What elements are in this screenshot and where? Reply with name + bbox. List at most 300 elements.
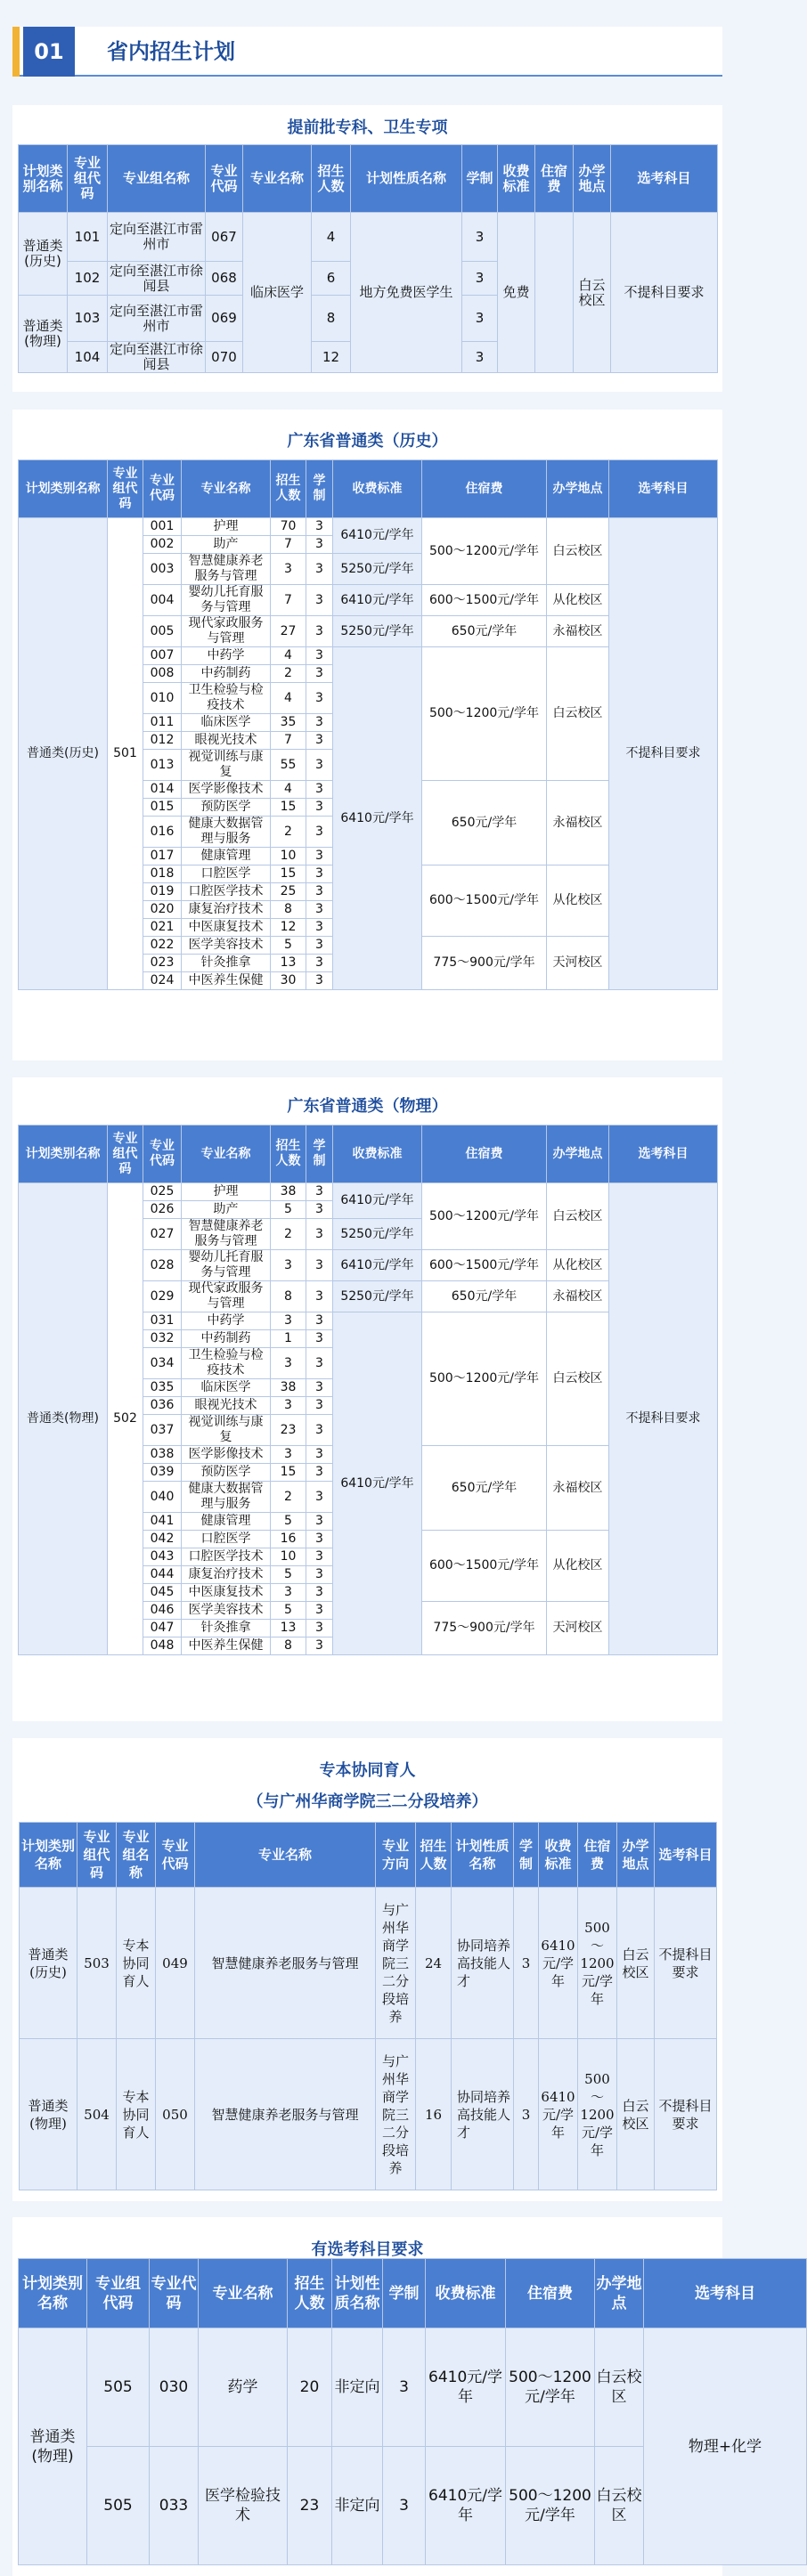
column-header: 专业名称: [182, 460, 271, 518]
column-header: 选考科目: [655, 1823, 717, 1888]
table-cell: 5: [271, 1602, 306, 1620]
table-cell: 婴幼儿托育服务与管理: [182, 1250, 271, 1281]
table-cell: 智慧健康养老服务与管理: [195, 2039, 376, 2190]
table-cell: 3: [306, 1584, 333, 1602]
place-cell: 从化校区: [547, 1531, 609, 1602]
table-cell: 050: [156, 2039, 195, 2190]
table-cell: 021: [143, 919, 182, 937]
table-cell: 007: [143, 647, 182, 665]
dorm-cell: 650元/学年: [422, 1446, 547, 1531]
table-cell: 104: [68, 342, 108, 373]
table-cell: 068: [206, 262, 243, 296]
table-cell: 4: [312, 213, 351, 262]
column-header: 招生人数: [312, 145, 351, 213]
column-header: 收费标准: [333, 460, 422, 518]
table-cell: 非定向: [332, 2328, 383, 2447]
table-cell: 030: [150, 2328, 199, 2447]
table-cell: 3: [306, 848, 333, 865]
requirement-cell: 不提科目要求: [609, 518, 718, 990]
table-cell: 15: [271, 799, 306, 817]
table-cell: 24: [416, 1888, 452, 2039]
section-header: [12, 27, 722, 77]
table-cell: 预防医学: [182, 1464, 271, 1482]
table-cell: 口腔医学技术: [182, 883, 271, 901]
table-cell: 7: [271, 732, 306, 750]
column-header: 住宿费: [578, 1823, 617, 1888]
table-cell: 027: [143, 1219, 182, 1250]
dorm-cell: 500～1200元/学年: [422, 647, 547, 781]
table-cooperation: [19, 1822, 717, 2190]
column-header: 计划类别名称: [19, 460, 108, 518]
column-header: 招生人数: [271, 460, 306, 518]
table-cell: 026: [143, 1201, 182, 1219]
table-cell: 医学影像技术: [182, 781, 271, 799]
table-cell: 008: [143, 665, 182, 683]
table-cell: 8: [271, 901, 306, 919]
table-cell: 505: [87, 2328, 150, 2447]
table-cell: 8: [271, 1637, 306, 1655]
category-cell: 普通类(物理): [19, 1183, 108, 1655]
dorm-cell: 500～1200元/学年: [422, 1312, 547, 1446]
table-cell: 002: [143, 536, 182, 554]
table-cell: 015: [143, 799, 182, 817]
column-header: 计划性质名称: [351, 145, 462, 213]
card-subject-req: [12, 2217, 762, 2576]
table-cell: 8: [312, 296, 351, 342]
column-header: 计划性质名称: [452, 1823, 514, 1888]
column-header: 专业名称: [182, 1125, 271, 1183]
table-cell: 500～1200元/学年: [578, 2039, 617, 2190]
table-cell: 3: [271, 1312, 306, 1330]
table-cell: 3: [306, 1548, 333, 1566]
table-physics: [18, 1125, 718, 1655]
table-cell: 3: [306, 865, 333, 883]
column-header: 办学地点: [617, 1823, 655, 1888]
dorm-cell: 500～1200元/学年: [422, 1183, 547, 1250]
table-cell: 医学检验技术: [199, 2447, 288, 2565]
column-header: 计划类别名称: [19, 1125, 108, 1183]
table-cell: 500～1200元/学年: [578, 1888, 617, 2039]
table-cell: 4: [271, 683, 306, 714]
table-cell: 3: [306, 1250, 333, 1281]
table-cell: 048: [143, 1637, 182, 1655]
table-cell: 3: [514, 2039, 539, 2190]
table-cell: 地方免费医学生: [351, 213, 462, 373]
table-cell: 普通类(历史): [20, 1888, 77, 2039]
dorm-cell: 650元/学年: [422, 781, 547, 865]
place-cell: 从化校区: [547, 1250, 609, 1281]
table-cell: 500～1200元/学年: [506, 2328, 595, 2447]
place-cell: 永福校区: [547, 616, 609, 647]
table-title: 专本协同育人: [319, 1761, 416, 1780]
table-cell: 6: [312, 262, 351, 296]
table-cell: 067: [206, 213, 243, 262]
column-header: 专业代码: [206, 145, 243, 213]
table-cell: 025: [143, 1183, 182, 1201]
table-cell: 医学影像技术: [182, 1446, 271, 1464]
table-cell: 3: [306, 714, 333, 732]
table-subtitle: （与广州华商学院三二分段培养）: [247, 1792, 488, 1811]
table-cell: 035: [143, 1379, 182, 1397]
table-cell: 7: [271, 585, 306, 616]
table-cell: 视觉训练与康复: [182, 750, 271, 781]
table-cell: 3: [306, 1183, 333, 1201]
table-cell: 3: [306, 683, 333, 714]
table-cell: 3: [306, 972, 333, 990]
table-cell: 16: [416, 2039, 452, 2190]
table-early-batch: [18, 144, 718, 373]
table-cell: 专本协同育人: [117, 2039, 156, 2190]
place-cell: 白云校区: [547, 1183, 609, 1250]
header-row: [20, 1823, 717, 1888]
table-cell: 500～1200元/学年: [506, 2447, 595, 2565]
group-code-cell: 501: [108, 518, 143, 990]
table-cell: 定向至湛江市徐闻县: [108, 262, 206, 296]
table-cell: 现代家政服务与管理: [182, 1281, 271, 1312]
table-cell: 5: [271, 1566, 306, 1584]
table-cell: 与广州华商学院三二分段培养: [376, 1888, 416, 2039]
column-header: 招生人数: [416, 1823, 452, 1888]
table-cell: 协同培养高技能人才: [452, 2039, 514, 2190]
table-cell: 15: [271, 1464, 306, 1482]
table-title: 提前批专科、卫生专项: [287, 118, 448, 137]
table-cell: 037: [143, 1415, 182, 1446]
table-cell: 视觉训练与康复: [182, 1415, 271, 1446]
dorm-cell: 500～1200元/学年: [422, 518, 547, 585]
table-cell: 药学: [199, 2328, 288, 2447]
table-cell: 031: [143, 1312, 182, 1330]
table-cell: 3: [306, 518, 333, 536]
section-title: 省内招生计划: [107, 39, 235, 64]
table-cell: 38: [271, 1379, 306, 1397]
table-cell: 非定向: [332, 2447, 383, 2565]
table-cell: 12: [312, 342, 351, 373]
table-cell: 3: [383, 2328, 426, 2447]
table-cell: 护理: [182, 1183, 271, 1201]
table-cell: 011: [143, 714, 182, 732]
table-cell: 4: [271, 781, 306, 799]
table-cell: 智慧健康养老服务与管理: [195, 1888, 376, 2039]
table-cell: 婴幼儿托育服务与管理: [182, 585, 271, 616]
table-cell: 3: [306, 1397, 333, 1415]
table-cell: 20: [288, 2328, 332, 2447]
table-cell: 免费: [498, 213, 535, 373]
table-row: [19, 2328, 807, 2447]
header-row: [19, 145, 718, 213]
card-cooperation: [12, 1738, 722, 2201]
column-header: 招生人数: [288, 2259, 332, 2328]
column-header: 学制: [383, 2259, 426, 2328]
column-header: 住宿费: [535, 145, 574, 213]
table-cell: 7: [271, 536, 306, 554]
dorm-cell: 775～900元/学年: [422, 1602, 547, 1655]
table-cell: 智慧健康养老服务与管理: [182, 554, 271, 585]
table-title: 广东省普通类（历史）: [287, 432, 448, 451]
column-header: 学制: [514, 1823, 539, 1888]
requirement-cell: 物理+化学: [644, 2328, 807, 2565]
table-cell: 定向至湛江市徐闻县: [108, 342, 206, 373]
accent-bar: [12, 27, 20, 77]
column-header: 选考科目: [609, 460, 718, 518]
table-cell: 6410元/学年: [426, 2328, 506, 2447]
table-cell: 13: [271, 1620, 306, 1637]
table-cell: 032: [143, 1330, 182, 1348]
table-cell: 044: [143, 1566, 182, 1584]
table-cell: 口腔医学: [182, 865, 271, 883]
table-cell: 3: [306, 1531, 333, 1548]
column-header: 住宿费: [506, 2259, 595, 2328]
table-cell: 健康管理: [182, 848, 271, 865]
fee-cell: 6410元/学年: [333, 647, 422, 990]
column-header: 专业组代码: [87, 2259, 150, 2328]
category-cell: 普通类(物理): [19, 296, 68, 373]
table-cell: 专本协同育人: [117, 1888, 156, 2039]
table-cell: 3: [462, 342, 498, 373]
table-cell: 3: [306, 1446, 333, 1464]
table-cell: 临床医学: [182, 1379, 271, 1397]
table-cell: 505: [87, 2447, 150, 2565]
table-cell: 103: [68, 296, 108, 342]
table-cell: 3: [306, 1464, 333, 1482]
table-cell: 预防医学: [182, 799, 271, 817]
table-cell: 30: [271, 972, 306, 990]
column-header: 办学地点: [574, 145, 611, 213]
table-cell: 041: [143, 1513, 182, 1531]
table-cell: 康复治疗技术: [182, 901, 271, 919]
column-header: 专业组代码: [108, 460, 143, 518]
column-header: 专业组代码: [108, 1125, 143, 1183]
table-cell: 004: [143, 585, 182, 616]
table-cell: 55: [271, 750, 306, 781]
table-cell: 10: [271, 1548, 306, 1566]
table-cell: 039: [143, 1464, 182, 1482]
table-cell: 3: [306, 647, 333, 665]
column-header: 办学地点: [547, 1125, 609, 1183]
column-header: 计划类别名称: [19, 2259, 87, 2328]
table-cell: 2: [271, 1219, 306, 1250]
table-cell: 3: [306, 1330, 333, 1348]
table-cell: 中医康复技术: [182, 919, 271, 937]
column-header: 住宿费: [422, 460, 547, 518]
table-cell: 3: [306, 799, 333, 817]
table-cell: 针灸推拿: [182, 1620, 271, 1637]
table-cell: 健康管理: [182, 1513, 271, 1531]
place-cell: 白云校区: [547, 1312, 609, 1446]
place-cell: 永福校区: [547, 781, 609, 865]
table-cell: 3: [306, 1637, 333, 1655]
table-subject-req: [18, 2258, 807, 2565]
table-cell: 3: [306, 1513, 333, 1531]
header-row: [19, 2259, 807, 2328]
column-header: 学制: [306, 1125, 333, 1183]
table-cell: 3: [306, 585, 333, 616]
place-cell: 永福校区: [547, 1281, 609, 1312]
dorm-cell: [535, 213, 574, 373]
fee-cell: 6410元/学年: [333, 1250, 422, 1281]
dorm-cell: 600～1500元/学年: [422, 1531, 547, 1602]
table-cell: 护理: [182, 518, 271, 536]
table-cell: 001: [143, 518, 182, 536]
table-cell: 036: [143, 1397, 182, 1415]
table-cell: 康复治疗技术: [182, 1566, 271, 1584]
place-cell: 天河校区: [547, 937, 609, 990]
table-cell: 014: [143, 781, 182, 799]
card-early-batch: [12, 105, 722, 392]
table-cell: 047: [143, 1620, 182, 1637]
place-cell: 白云校区: [547, 647, 609, 781]
table-cell: 白云校区: [595, 2447, 644, 2565]
place-cell: 天河校区: [547, 1602, 609, 1655]
table-cell: 与广州华商学院三二分段培养: [376, 2039, 416, 2190]
table-cell: 043: [143, 1548, 182, 1566]
table-cell: 3: [306, 919, 333, 937]
table-title: 广东省普通类（物理）: [287, 1097, 448, 1116]
table-cell: 现代家政服务与管理: [182, 616, 271, 647]
table-cell: 10: [271, 848, 306, 865]
card-history: [12, 410, 722, 1060]
table-cell: 045: [143, 1584, 182, 1602]
table-cell: 12: [271, 919, 306, 937]
column-header: 专业组名称: [108, 145, 206, 213]
table-cell: 049: [156, 1888, 195, 2039]
table-cell: 070: [206, 342, 243, 373]
table-cell: 3: [271, 1250, 306, 1281]
column-header: 专业名称: [195, 1823, 376, 1888]
fee-cell: 6410元/学年: [333, 1312, 422, 1655]
table-cell: 023: [143, 955, 182, 972]
table-cell: 智慧健康养老服务与管理: [182, 1219, 271, 1250]
table-cell: 046: [143, 1602, 182, 1620]
table-row: [20, 1888, 717, 2039]
table-cell: 3: [306, 1415, 333, 1446]
table-cell: 3: [271, 1397, 306, 1415]
dorm-cell: 600～1500元/学年: [422, 1250, 547, 1281]
column-header: 选考科目: [611, 145, 718, 213]
table-cell: 019: [143, 883, 182, 901]
table-cell: 3: [383, 2447, 426, 2565]
table-cell: 卫生检验与检疫技术: [182, 683, 271, 714]
table-cell: 2: [271, 1482, 306, 1513]
table-cell: 3: [306, 1482, 333, 1513]
table-cell: 27: [271, 616, 306, 647]
table-cell: 024: [143, 972, 182, 990]
table-cell: 13: [271, 955, 306, 972]
table-cell: 3: [462, 262, 498, 296]
table-cell: 白云校区: [595, 2328, 644, 2447]
table-cell: 中医康复技术: [182, 1584, 271, 1602]
table-cell: 5: [271, 937, 306, 955]
table-cell: 中医养生保健: [182, 1637, 271, 1655]
table-cell: 029: [143, 1281, 182, 1312]
table-cell: 眼视光技术: [182, 1397, 271, 1415]
column-header: 收费标准: [498, 145, 535, 213]
table-cell: 3: [306, 536, 333, 554]
column-header: 专业代码: [150, 2259, 199, 2328]
place-cell: 永福校区: [547, 1446, 609, 1531]
table-cell: 中药制药: [182, 665, 271, 683]
column-header: 专业代码: [143, 1125, 182, 1183]
table-cell: 028: [143, 1250, 182, 1281]
table-cell: 白云校区: [617, 1888, 655, 2039]
column-header: 办学地点: [547, 460, 609, 518]
table-cell: 3: [306, 883, 333, 901]
table-cell: 6410元/学年: [539, 1888, 578, 2039]
table-cell: 022: [143, 937, 182, 955]
fee-cell: 5250元/学年: [333, 1219, 422, 1250]
table-cell: 不提科目要求: [611, 213, 718, 373]
fee-cell: 5250元/学年: [333, 1281, 422, 1312]
table-cell: 眼视光技术: [182, 732, 271, 750]
table-cell: 503: [77, 1888, 117, 2039]
dorm-cell: 600～1500元/学年: [422, 585, 547, 616]
table-cell: 3: [462, 213, 498, 262]
table-cell: 3: [306, 1620, 333, 1637]
table-cell: 普通类(物理): [20, 2039, 77, 2190]
table-cell: 504: [77, 2039, 117, 2190]
table-cell: 034: [143, 1348, 182, 1379]
table-cell: 8: [271, 1281, 306, 1312]
column-header: 收费标准: [539, 1823, 578, 1888]
column-header: 专业组代码: [77, 1823, 117, 1888]
table-row: [19, 518, 718, 536]
header-row: [19, 1125, 718, 1183]
table-cell: 042: [143, 1531, 182, 1548]
table-cell: 033: [150, 2447, 199, 2565]
column-header: 住宿费: [422, 1125, 547, 1183]
table-cell: 中药学: [182, 647, 271, 665]
fee-cell: 5250元/学年: [333, 616, 422, 647]
column-header: 学制: [462, 145, 498, 213]
column-header: 专业方向: [376, 1823, 416, 1888]
table-cell: 4: [271, 647, 306, 665]
table-cell: 不提科目要求: [655, 1888, 717, 2039]
table-row: [19, 213, 718, 262]
table-cell: 3: [306, 1379, 333, 1397]
table-cell: 3: [306, 732, 333, 750]
dorm-cell: 650元/学年: [422, 616, 547, 647]
table-title: 有选考科目要求: [311, 2240, 424, 2259]
table-cell: 3: [306, 1201, 333, 1219]
table-row: [19, 1183, 718, 1201]
column-header: 收费标准: [426, 2259, 506, 2328]
column-header: 办学地点: [595, 2259, 644, 2328]
section-number: 01: [23, 27, 75, 77]
column-header: 专业代码: [156, 1823, 195, 1888]
place-cell: 从化校区: [547, 865, 609, 937]
table-cell: 医学美容技术: [182, 1602, 271, 1620]
table-cell: 中医养生保健: [182, 972, 271, 990]
table-cell: 卫生检验与检疫技术: [182, 1348, 271, 1379]
table-cell: 6410元/学年: [539, 2039, 578, 2190]
table-cell: 3: [271, 1446, 306, 1464]
table-cell: 012: [143, 732, 182, 750]
table-cell: 013: [143, 750, 182, 781]
major-cell: 临床医学: [243, 213, 312, 373]
table-cell: 1: [271, 1330, 306, 1348]
table-cell: 6410元/学年: [426, 2447, 506, 2565]
column-header: 学制: [306, 460, 333, 518]
table-cell: 3: [271, 1584, 306, 1602]
column-header: 选考科目: [609, 1125, 718, 1183]
place-cell: 从化校区: [547, 585, 609, 616]
table-history: [18, 459, 718, 990]
table-cell: 3: [462, 296, 498, 342]
table-cell: 口腔医学: [182, 1531, 271, 1548]
group-code-cell: 502: [108, 1183, 143, 1655]
fee-cell: 5250元/学年: [333, 554, 422, 585]
table-cell: 5: [271, 1513, 306, 1531]
table-cell: 不提科目要求: [655, 2039, 717, 2190]
